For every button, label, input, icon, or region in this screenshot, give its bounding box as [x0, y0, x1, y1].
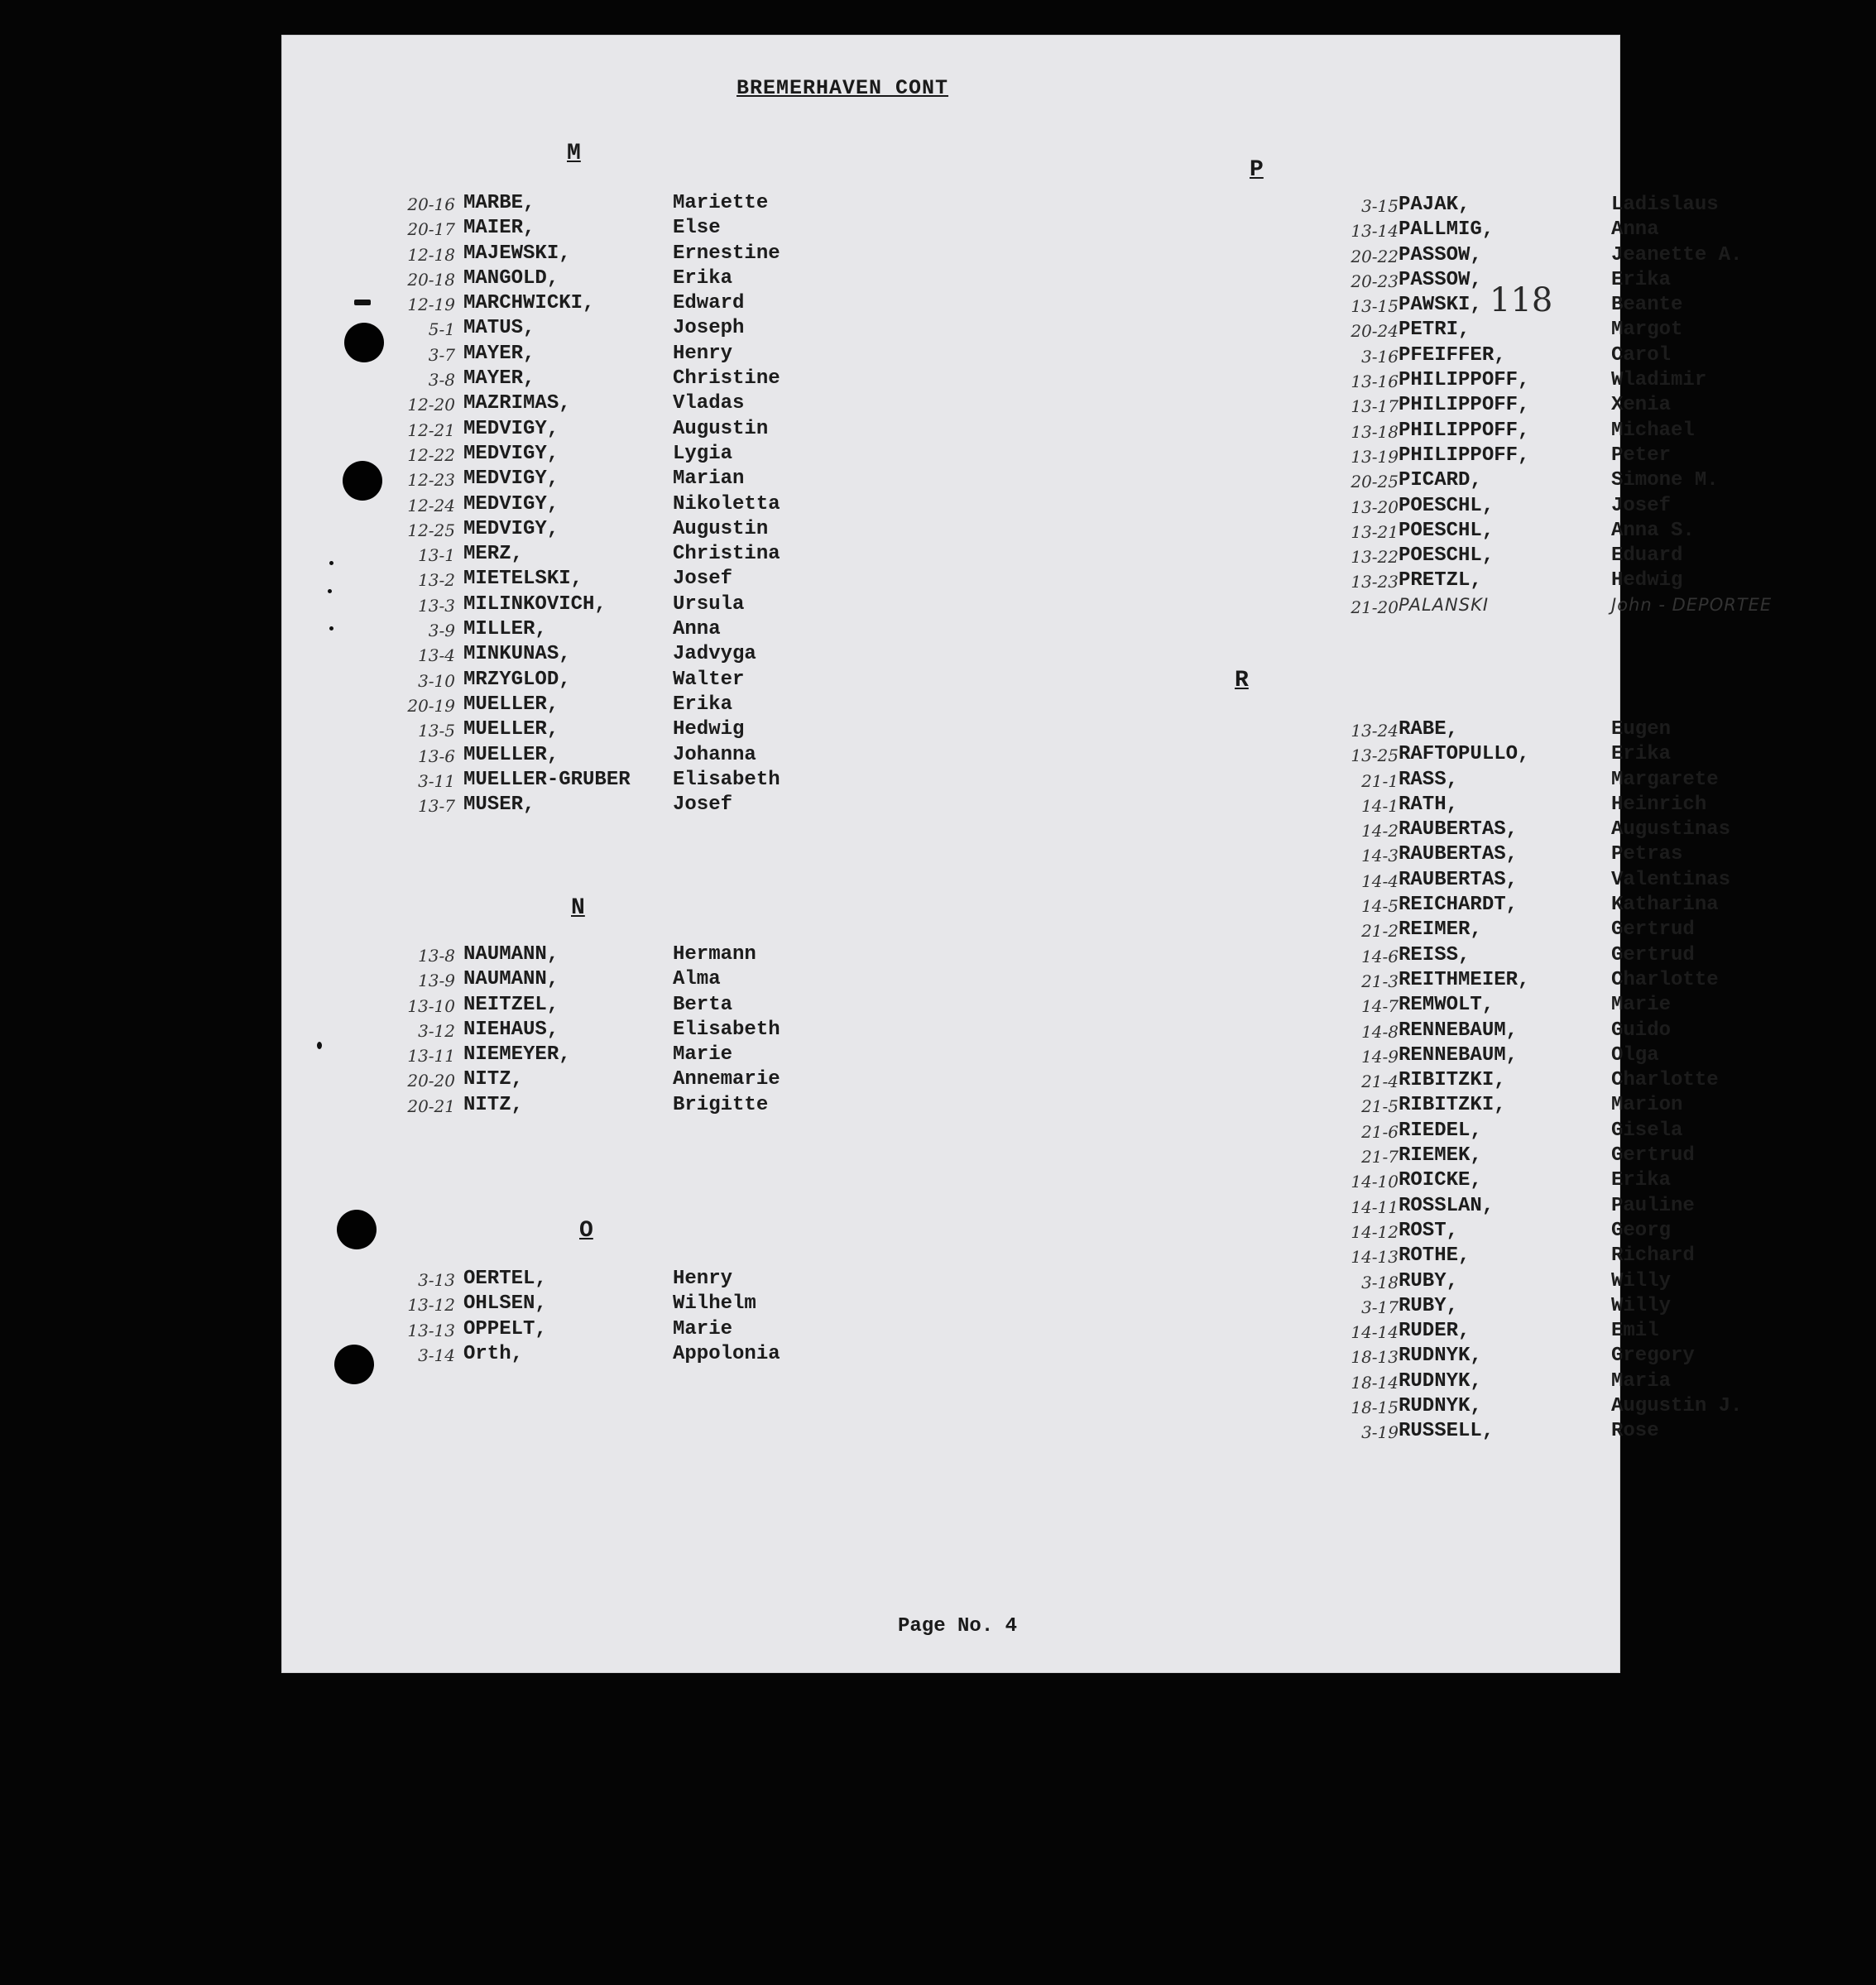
document-title: BREMERHAVEN CONT — [736, 76, 949, 100]
entry-given-name: Gertrud — [1611, 918, 1695, 942]
entry-surname: MATUS, — [463, 317, 535, 340]
entry-surname: RAFTOPULLO, — [1399, 743, 1530, 766]
entry-given-name: Jeanette A. — [1611, 243, 1743, 266]
entry-number: 3-7 — [428, 344, 455, 365]
entry-number: 12-25 — [407, 520, 455, 540]
section-heading-m: M — [567, 141, 581, 166]
entry-number: 20-17 — [407, 219, 455, 240]
entry-number: 14-6 — [1361, 946, 1399, 966]
entry-surname: REICHARDT, — [1399, 894, 1519, 917]
entry-surname: RUBY, — [1399, 1294, 1459, 1317]
entry-given-name: Marie — [673, 1043, 733, 1067]
entry-number: 14-8 — [1361, 1021, 1399, 1042]
entry-number: 13-2 — [418, 570, 455, 591]
entry-given-name: Anna — [673, 618, 721, 641]
entry-number: 14-13 — [1351, 1247, 1399, 1268]
entry-surname: NAUMANN, — [463, 943, 559, 966]
entry-surname: ROTHE, — [1399, 1244, 1471, 1268]
entry-surname: ROICKE, — [1399, 1169, 1482, 1192]
entry-given-name: Lygia — [673, 442, 733, 465]
entry-given-name: Augustinas — [1611, 818, 1731, 841]
entry-given-name: Wladimir — [1611, 369, 1707, 392]
page-stamp-number: 118 — [1490, 281, 1553, 319]
entry-surname: NITZ, — [463, 1068, 524, 1091]
entry-surname: PASSOW, — [1399, 243, 1482, 266]
entry-given-name: Annemarie — [673, 1068, 780, 1091]
entry-number: 13-11 — [407, 1046, 455, 1067]
entry-surname: REISS, — [1399, 943, 1471, 966]
entry-surname: MANGOLD, — [463, 266, 559, 290]
entry-number: 13-16 — [1351, 372, 1399, 392]
entry-number: 3-11 — [418, 770, 455, 791]
entry-surname: REMWOLT, — [1399, 994, 1495, 1017]
entry-given-name: Erika — [1611, 268, 1672, 291]
entry-number: 21-20 — [1351, 597, 1399, 617]
entry-given-name: Brigitte — [673, 1093, 769, 1116]
entry-given-name: Charlotte — [1611, 968, 1719, 991]
entry-surname: OPPELT, — [463, 1317, 547, 1340]
ink-speck — [329, 561, 333, 565]
punch-hole — [337, 1210, 377, 1249]
entry-surname: RIEDEL, — [1399, 1119, 1482, 1142]
entry-number: 21-6 — [1361, 1121, 1399, 1142]
entry-number: 14-3 — [1361, 846, 1399, 866]
entry-surname: Orth, — [463, 1342, 524, 1365]
ink-mark — [354, 300, 371, 305]
entry-given-name: Willy — [1611, 1269, 1672, 1292]
entry-surname: PETRI, — [1399, 319, 1471, 342]
entry-given-name: Carol — [1611, 343, 1672, 367]
entry-surname: MEDVIGY, — [463, 492, 559, 515]
entry-given-name: Eduard — [1611, 544, 1683, 568]
entry-given-name: Charlotte — [1611, 1069, 1719, 1092]
entry-given-name: Jadvyga — [673, 643, 756, 666]
entry-given-name: Christina — [673, 543, 780, 566]
entry-given-name: Petras — [1611, 843, 1683, 866]
entry-number: 20-23 — [1351, 271, 1399, 291]
entry-number: 20-20 — [407, 1071, 455, 1091]
entry-surname: RUDNYK, — [1399, 1369, 1482, 1393]
section-heading-o: O — [579, 1218, 593, 1244]
entry-number: 13-12 — [407, 1295, 455, 1316]
entry-surname: PRETZL, — [1399, 569, 1482, 592]
entry-number: 14-11 — [1351, 1196, 1399, 1217]
entry-number: 14-10 — [1351, 1172, 1399, 1192]
entry-number: 14-7 — [1361, 996, 1399, 1017]
entry-number: 13-8 — [418, 946, 455, 966]
entry-number: 21-5 — [1361, 1096, 1399, 1117]
entry-given-name: Georg — [1611, 1219, 1672, 1242]
entry-given-name: Edward — [673, 292, 745, 315]
entry-number: 13-22 — [1351, 547, 1399, 568]
entry-surname: OHLSEN, — [463, 1292, 547, 1316]
entry-given-name: Beante — [1611, 294, 1683, 317]
entry-number: 13-20 — [1351, 496, 1399, 517]
entry-surname: MAYER, — [463, 342, 535, 365]
entry-number: 3-18 — [1361, 1272, 1399, 1292]
entry-surname: RIBITZKI, — [1399, 1094, 1506, 1117]
entry-given-name: Alma — [673, 968, 721, 991]
entry-given-name: Augustin — [673, 517, 769, 540]
entry-number: 13-19 — [1351, 446, 1399, 467]
entry-number: 13-1 — [418, 545, 455, 566]
entry-given-name: Gertrud — [1611, 943, 1695, 966]
entry-surname: ROSSLAN, — [1399, 1194, 1495, 1217]
entry-number: 12-20 — [407, 395, 455, 415]
entry-given-name: Olga — [1611, 1043, 1659, 1067]
punch-hole — [343, 461, 382, 501]
entry-surname: MRZYGLOD, — [463, 668, 571, 691]
entry-number: 14-4 — [1361, 870, 1399, 891]
entry-given-name: Erika — [673, 266, 733, 290]
entry-number: 3-13 — [418, 1270, 455, 1290]
entry-surname: MEDVIGY, — [463, 467, 559, 491]
entry-surname: MAZRIMAS, — [463, 392, 571, 415]
entry-surname: MARBE, — [463, 192, 535, 214]
entry-number: 13-3 — [418, 595, 455, 616]
entry-surname: RENNEBAUM, — [1399, 1019, 1519, 1042]
entry-number: 18-14 — [1351, 1372, 1399, 1393]
punch-hole — [344, 323, 384, 362]
section-heading-p: P — [1250, 157, 1264, 183]
entry-given-name: Peter — [1611, 444, 1672, 467]
entry-number: 21-7 — [1361, 1147, 1399, 1168]
entry-given-name: Josef — [673, 794, 733, 817]
entry-number: 12-21 — [407, 420, 455, 440]
entry-given-name: Augustin — [673, 417, 769, 440]
document-page — [281, 35, 1773, 1673]
entry-surname: MEDVIGY, — [463, 417, 559, 440]
entry-surname: RIBITZKI, — [1399, 1069, 1506, 1092]
entry-number: 3-9 — [428, 621, 455, 641]
entry-surname: MIETELSKI, — [463, 568, 583, 591]
entry-surname: NEITZEL, — [463, 993, 559, 1016]
entry-number: 13-13 — [407, 1320, 455, 1340]
entry-given-name: Berta — [673, 993, 733, 1016]
entry-surname: NIEHAUS, — [463, 1018, 559, 1041]
entry-given-name: Johanna — [673, 743, 756, 766]
entry-given-name: Vladas — [673, 392, 745, 415]
entry-number: 12-22 — [407, 444, 455, 465]
entry-number: 14-5 — [1361, 896, 1399, 917]
entry-surname: PAWSKI, — [1399, 294, 1482, 317]
entry-surname: PHILIPPOFF, — [1399, 369, 1530, 392]
entry-given-name: Joseph — [673, 317, 745, 340]
entry-given-name: Henry — [673, 342, 733, 365]
entry-given-name: Marion — [1611, 1094, 1683, 1117]
entry-surname: MAYER, — [463, 367, 535, 391]
entry-given-name: Hermann — [673, 943, 756, 966]
entry-given-name: Margot — [1611, 319, 1683, 342]
entry-surname: OERTEL, — [463, 1268, 547, 1290]
entry-number: 13-18 — [1351, 421, 1399, 442]
entry-given-name: Maria — [1611, 1369, 1672, 1393]
entry-number: 12-18 — [407, 244, 455, 265]
entry-number: 3-16 — [1361, 346, 1399, 367]
entry-surname: PFEIFFER, — [1399, 343, 1506, 367]
entry-surname: PAJAK, — [1399, 194, 1471, 216]
entry-surname: MERZ, — [463, 543, 524, 566]
entry-given-name: Erika — [1611, 1169, 1672, 1192]
entry-number: 13-24 — [1351, 721, 1399, 741]
entry-surname: PASSOW, — [1399, 268, 1482, 291]
entry-surname: MUSER, — [463, 794, 535, 817]
entry-surname: RABE, — [1399, 718, 1459, 741]
entry-number: 13-9 — [418, 971, 455, 991]
entry-surname: PICARD, — [1399, 469, 1482, 492]
section-heading-n: N — [571, 895, 585, 921]
ink-speck — [329, 626, 333, 631]
entry-surname: RUDNYK, — [1399, 1395, 1482, 1418]
entry-surname: ROST, — [1399, 1219, 1459, 1242]
entry-number: 13-10 — [407, 995, 455, 1016]
entry-given-name: Anna — [1611, 218, 1659, 242]
entry-surname: MEDVIGY, — [463, 442, 559, 465]
entry-given-name: Marie — [673, 1317, 733, 1340]
entry-surname: RUSSELL, — [1399, 1420, 1495, 1443]
entry-surname: MEDVIGY, — [463, 517, 559, 540]
entry-surname: PALLMIG, — [1399, 218, 1495, 242]
entry-surname: MUELLER-GRUBER — [463, 768, 631, 791]
entry-given-name: Michael — [1611, 419, 1695, 442]
entry-given-name: Eugen — [1611, 718, 1672, 741]
entry-number: 3-14 — [418, 1345, 455, 1365]
entry-given-name: Augustin J. — [1611, 1395, 1743, 1418]
entry-surname: MARCHWICKI, — [463, 292, 595, 315]
entry-number: 20-22 — [1351, 246, 1399, 266]
entry-number: 13-25 — [1351, 746, 1399, 766]
ink-speck — [328, 589, 332, 593]
entry-number: 14-1 — [1361, 795, 1399, 816]
entry-given-name: Else — [673, 217, 721, 240]
entry-surname: RUDER, — [1399, 1320, 1471, 1343]
entry-given-name: Anna S. — [1611, 519, 1695, 542]
entry-given-name: Wilhelm — [673, 1292, 756, 1316]
page-footer: Page No. 4 — [898, 1615, 1018, 1637]
entry-given-name: Rose — [1611, 1420, 1659, 1443]
entry-surname: RIEMEK, — [1399, 1144, 1482, 1168]
punch-hole — [334, 1345, 374, 1384]
entry-surname: RUBY, — [1399, 1269, 1459, 1292]
entry-surname: REITHMEIER, — [1399, 968, 1530, 991]
entry-given-name: Guido — [1611, 1019, 1672, 1042]
entry-given-name: Simone M. — [1611, 469, 1719, 492]
entry-given-name: Ladislaus — [1611, 194, 1719, 216]
entry-given-name: Josef — [673, 568, 733, 591]
entry-given-name: Willy — [1611, 1294, 1672, 1317]
entry-number: 13-21 — [1351, 521, 1399, 542]
entry-given-name: Elisabeth — [673, 1018, 780, 1041]
entry-given-name: John - DEPORTEE — [1611, 594, 1773, 615]
entry-number: 18-13 — [1351, 1347, 1399, 1368]
entry-number: 20-18 — [407, 269, 455, 290]
entry-given-name: Emil — [1611, 1320, 1659, 1343]
entry-given-name: Valentinas — [1611, 868, 1731, 891]
entry-number: 20-24 — [1351, 321, 1399, 342]
entry-given-name: Nikoletta — [673, 492, 780, 515]
entry-number: 3-8 — [428, 370, 455, 391]
entry-number: 3-12 — [418, 1020, 455, 1041]
entry-number: 14-2 — [1361, 821, 1399, 841]
entry-given-name: Appolonia — [673, 1342, 780, 1365]
entry-surname: RASS, — [1399, 768, 1459, 791]
entry-surname: MAJEWSKI, — [463, 242, 571, 265]
entry-surname: RENNEBAUM, — [1399, 1043, 1519, 1067]
entry-number: 3-15 — [1361, 196, 1399, 216]
entry-given-name: Gisela — [1611, 1119, 1683, 1142]
entry-given-name: Pauline — [1611, 1194, 1695, 1217]
entry-given-name: Christine — [673, 367, 780, 391]
entry-number: 13-15 — [1351, 296, 1399, 317]
entry-surname: NAUMANN, — [463, 968, 559, 991]
entry-surname: RAUBERTAS, — [1399, 868, 1519, 891]
section-heading-r: R — [1235, 668, 1249, 693]
entry-number: 14-14 — [1351, 1322, 1399, 1343]
entry-surname: MILINKOVICH, — [463, 592, 607, 616]
entry-number: 13-5 — [418, 721, 455, 741]
entry-given-name: Gertrud — [1611, 1144, 1695, 1168]
entry-number: 14-12 — [1351, 1221, 1399, 1242]
entry-number: 13-6 — [418, 746, 455, 766]
entry-given-name: Henry — [673, 1268, 733, 1290]
entry-number: 3-19 — [1361, 1422, 1399, 1443]
entry-given-name: Xenia — [1611, 394, 1672, 417]
entry-given-name: Walter — [673, 668, 745, 691]
entry-given-name: Margarete — [1611, 768, 1719, 791]
entry-surname: RAUBERTAS, — [1399, 818, 1519, 841]
entry-number: 21-2 — [1361, 921, 1399, 942]
entry-number: 14-9 — [1361, 1046, 1399, 1067]
entry-number: 12-23 — [407, 470, 455, 491]
entry-surname: MILLER, — [463, 618, 547, 641]
entry-surname: RAUBERTAS, — [1399, 843, 1519, 866]
entry-number: 5-1 — [428, 319, 455, 340]
entry-given-name: Marie — [1611, 994, 1672, 1017]
entry-number: 12-19 — [407, 295, 455, 315]
entry-surname: MUELLER, — [463, 743, 559, 766]
entry-surname: NITZ, — [463, 1093, 524, 1116]
entry-number: 20-25 — [1351, 472, 1399, 492]
entry-number: 21-3 — [1361, 971, 1399, 991]
entry-given-name: Erika — [673, 693, 733, 716]
entry-number: 13-4 — [418, 645, 455, 666]
entry-surname: POESCHL, — [1399, 519, 1495, 542]
ink-speck — [317, 1042, 322, 1049]
entry-number: 20-21 — [407, 1096, 455, 1116]
entry-given-name: Hedwig — [673, 718, 745, 741]
entry-surname: RATH, — [1399, 793, 1459, 816]
entry-number: 13-17 — [1351, 396, 1399, 417]
entry-surname: POESCHL, — [1399, 544, 1495, 568]
entry-given-name: Marian — [673, 467, 745, 491]
entry-number: 21-1 — [1361, 770, 1399, 791]
entry-given-name: Ernestine — [673, 242, 780, 265]
entry-surname: REIMER, — [1399, 918, 1482, 942]
entry-number: 21-4 — [1361, 1072, 1399, 1092]
entry-given-name: Mariette — [673, 192, 769, 214]
entry-surname: POESCHL, — [1399, 494, 1495, 517]
entry-number: 13-7 — [418, 796, 455, 817]
entry-given-name: Katharina — [1611, 894, 1719, 917]
entry-given-name: Richard — [1611, 1244, 1695, 1268]
entry-number: 20-16 — [407, 194, 455, 214]
entry-given-name: Gregory — [1611, 1345, 1695, 1368]
entry-given-name: Erika — [1611, 743, 1672, 766]
entry-number: 3-10 — [418, 670, 455, 691]
entry-number: 18-15 — [1351, 1398, 1399, 1418]
entry-given-name: Hedwig — [1611, 569, 1683, 592]
entry-surname: RUDNYK, — [1399, 1345, 1482, 1368]
entry-surname: PHILIPPOFF, — [1399, 394, 1530, 417]
entry-surname: NIEMEYER, — [463, 1043, 571, 1067]
entry-number: 13-14 — [1351, 221, 1399, 242]
entry-surname: MAIER, — [463, 217, 535, 240]
entry-number: 12-24 — [407, 495, 455, 515]
entry-given-name: Heinrich — [1611, 793, 1707, 816]
entry-surname: PALANSKI — [1399, 594, 1490, 615]
entry-number: 3-17 — [1361, 1297, 1399, 1317]
entry-number: 13-23 — [1351, 572, 1399, 592]
entry-given-name: Ursula — [673, 592, 745, 616]
entry-surname: MUELLER, — [463, 718, 559, 741]
entry-surname: MUELLER, — [463, 693, 559, 716]
entry-given-name: Josef — [1611, 494, 1672, 517]
entry-surname: PHILIPPOFF, — [1399, 419, 1530, 442]
entry-given-name: Elisabeth — [673, 768, 780, 791]
entry-number: 20-19 — [407, 695, 455, 716]
entry-surname: MINKUNAS, — [463, 643, 571, 666]
entry-surname: PHILIPPOFF, — [1399, 444, 1530, 467]
